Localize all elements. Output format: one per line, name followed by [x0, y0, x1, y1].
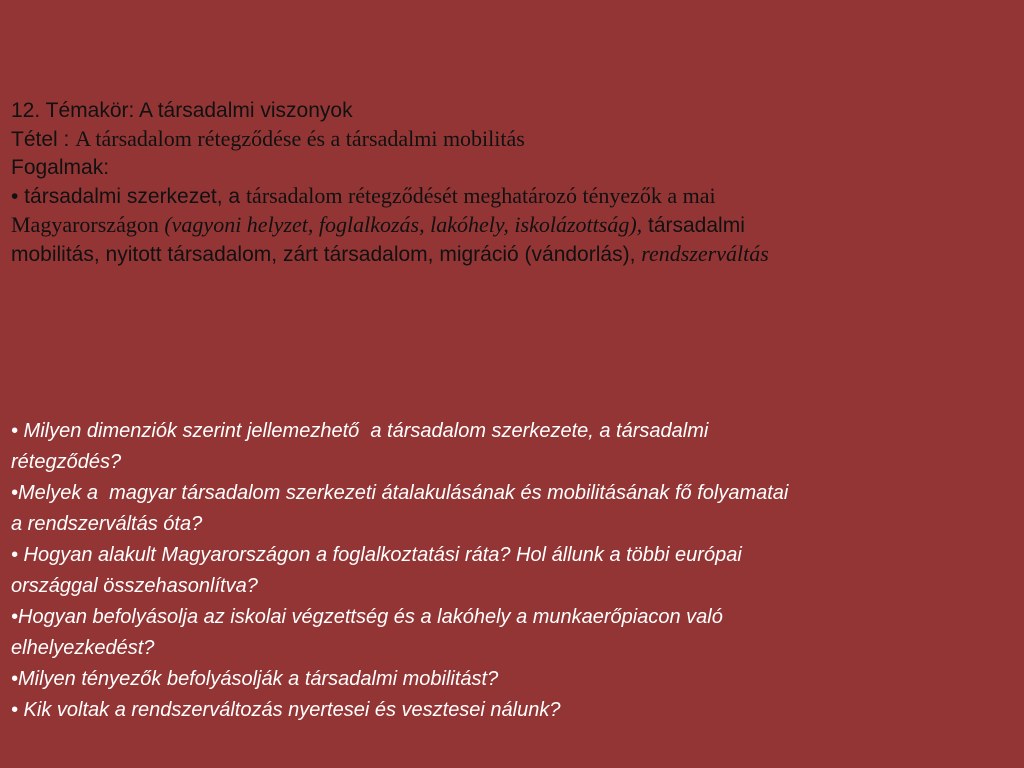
- thesis-line: [11, 125, 1011, 154]
- question-line: •Milyen tényezők befolyásolják a társadalmi mobilitást?: [11, 668, 499, 690]
- concepts-line-3-italic: rendszerváltás: [641, 241, 769, 266]
- thesis-prefix: Tétel :: [11, 128, 76, 151]
- thesis-text: A társadalom rétegződése és a társadalmi mobilitás: [75, 126, 525, 151]
- concepts-line-2-b: társadalmi: [642, 214, 745, 237]
- question-line: országgal összehasonlítva?: [11, 575, 258, 597]
- topic-heading: 12. Témakör: A társadalmi viszonyok: [11, 99, 353, 122]
- concepts-line-2-a: Magyarországon: [11, 212, 165, 237]
- concepts-line-1-b: társadalom rétegződését meghatározó tényezők a mai: [245, 183, 716, 208]
- question-line: rétegződés?: [11, 451, 122, 473]
- topic-block: [11, 97, 1011, 269]
- concepts-line-2: [11, 211, 1011, 240]
- question-line: •Hogyan befolyásolja az iskolai végzettség és a lakóhely a munkaerőpiacon való: [11, 606, 723, 628]
- question-line: a rendszerváltás óta?: [11, 513, 203, 535]
- question-line: • Hogyan alakult Magyarországon a foglalkoztatási ráta? Hol állunk a többi európai: [11, 544, 742, 566]
- question-line: •Melyek a magyar társadalom szerkezeti átalakulásának és mobilitásának fő folyamatai: [11, 482, 789, 504]
- concepts-line-1: [11, 182, 1011, 211]
- question-line: • Kik voltak a rendszerváltozás nyertesei és vesztesei nálunk?: [11, 699, 561, 721]
- questions-block: [11, 416, 1011, 726]
- question-line: • Milyen dimenziók szerint jellemezhető a társadalom szerkezete, a társadalmi: [11, 420, 709, 442]
- concepts-line-3-a: mobilitás, nyitott társadalom, zárt társadalom, migráció (vándorlás),: [11, 243, 642, 266]
- concepts-line-1-a: • társadalmi szerkezet, a: [11, 185, 246, 208]
- question-line: elhelyezkedést?: [11, 637, 155, 659]
- concepts-label: Fogalmak:: [11, 156, 110, 179]
- concepts-line-2-italic: (vagyoni helyzet, foglalkozás, lakóhely, iskolázottság),: [164, 212, 643, 237]
- concepts-line-3: [11, 240, 1011, 269]
